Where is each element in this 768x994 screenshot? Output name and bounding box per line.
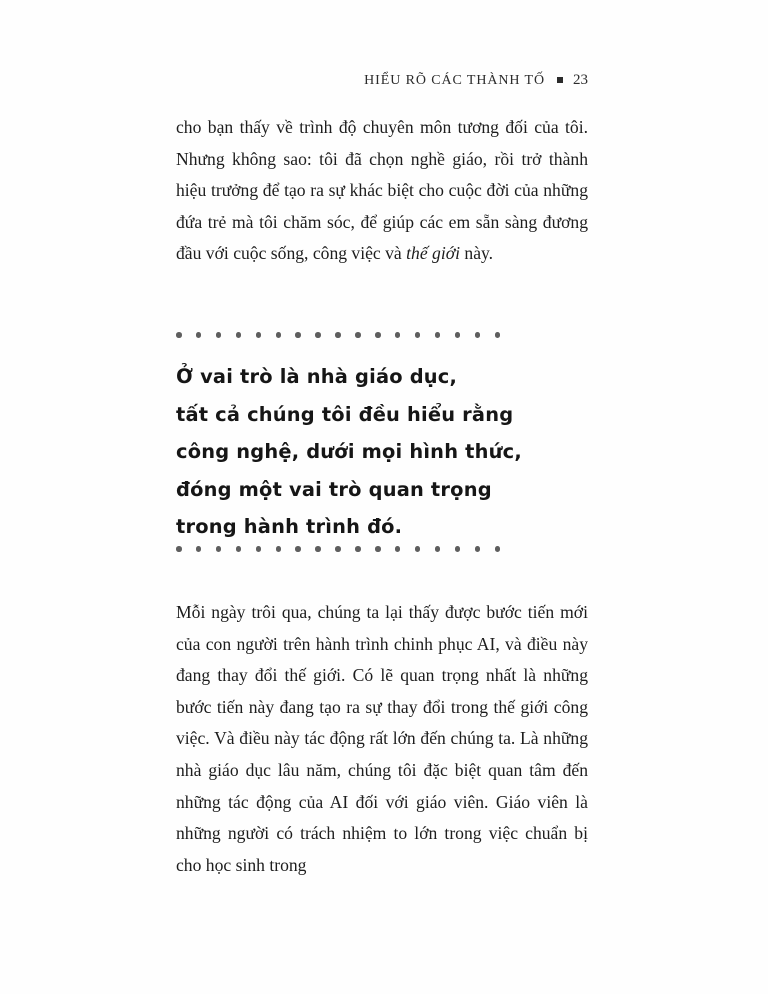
rule-dot (315, 332, 321, 338)
rule-dot (455, 332, 461, 338)
paragraph-top-tail: này. (460, 243, 494, 264)
square-bullet-icon (557, 77, 563, 83)
pull-quote-line: công nghệ, dưới mọi hình thức, (176, 440, 522, 463)
rule-dot (475, 332, 481, 338)
paragraph-bottom (176, 597, 588, 881)
paragraph-bottom-text: Mỗi ngày trôi qua, chúng ta lại thấy được bước tiến mới của con người trên hành trình chinh phục AI, và điều này đang thay đổi thế giới. Có lẽ quan trọng nhất là những bước tiến này đang tạo ra sự thay đổi trong thế giới công việc. Và điều này tác động rất lớn đến chúng ta. Là những nhà giáo dục lâu năm, chúng tôi đặc biệt quan tâm đến những tác động của AI đối với giáo viên. Giáo viên là những người có trách nhiệm to lớn trong việc chuẩn bị cho học sinh trong (176, 602, 588, 875)
dotted-rule-bottom (176, 545, 500, 553)
rule-dot (355, 332, 361, 338)
rule-dot (475, 546, 481, 552)
rule-dot (196, 546, 202, 552)
rule-dot (176, 546, 182, 552)
page-number: 23 (573, 72, 588, 88)
pull-quote-line: đóng một vai trò quan trọng (176, 477, 492, 501)
rule-dot (375, 332, 381, 338)
rule-dot (216, 546, 222, 552)
rule-dot (256, 332, 262, 338)
rule-dot (276, 546, 282, 552)
running-head-title: HIỂU RÕ CÁC THÀNH TỐ (364, 73, 545, 88)
rule-dot (415, 546, 421, 552)
rule-dot (335, 332, 341, 338)
rule-dot (415, 332, 421, 338)
rule-dot (315, 546, 321, 552)
rule-dot (455, 546, 461, 552)
pull-quote-line: trong hành trình đó. (176, 515, 403, 538)
pull-quote-line: tất cả chúng tôi đều hiểu rằng (176, 402, 514, 426)
rule-dot (276, 332, 282, 338)
pull-quote (176, 358, 596, 546)
running-head (176, 72, 588, 89)
dotted-rule-top (176, 331, 500, 339)
rule-dot (295, 546, 301, 552)
rule-dot (375, 546, 381, 552)
rule-dot (495, 546, 501, 552)
rule-dot (395, 332, 401, 338)
rule-dot (355, 546, 361, 552)
pull-quote-line: Ở vai trò là nhà giáo dục, (176, 365, 458, 388)
rule-dot (395, 546, 401, 552)
rule-dot (176, 332, 182, 338)
rule-dot (256, 546, 262, 552)
rule-dot (216, 332, 222, 338)
rule-dot (295, 332, 301, 338)
rule-dot (196, 332, 202, 338)
rule-dot (236, 546, 242, 552)
paragraph-top-emphasis: thế giới (406, 243, 460, 264)
paragraph-top-text: cho bạn thấy về trình độ chuyên môn tương đối của tôi. Nhưng không sao: tôi đã chọn nghề giáo, rồi trở thành hiệu trưởng để tạo ra sự khác biệt cho cuộc đời của những đứa trẻ mà tôi chăm sóc, để giúp các em sẵn sàng đương đầu với cuộc sống, công việc và (176, 117, 588, 264)
rule-dot (435, 332, 441, 338)
rule-dot (335, 546, 341, 552)
rule-dot (435, 546, 441, 552)
paragraph-top (176, 112, 588, 270)
rule-dot (236, 332, 242, 338)
rule-dot (495, 332, 501, 338)
